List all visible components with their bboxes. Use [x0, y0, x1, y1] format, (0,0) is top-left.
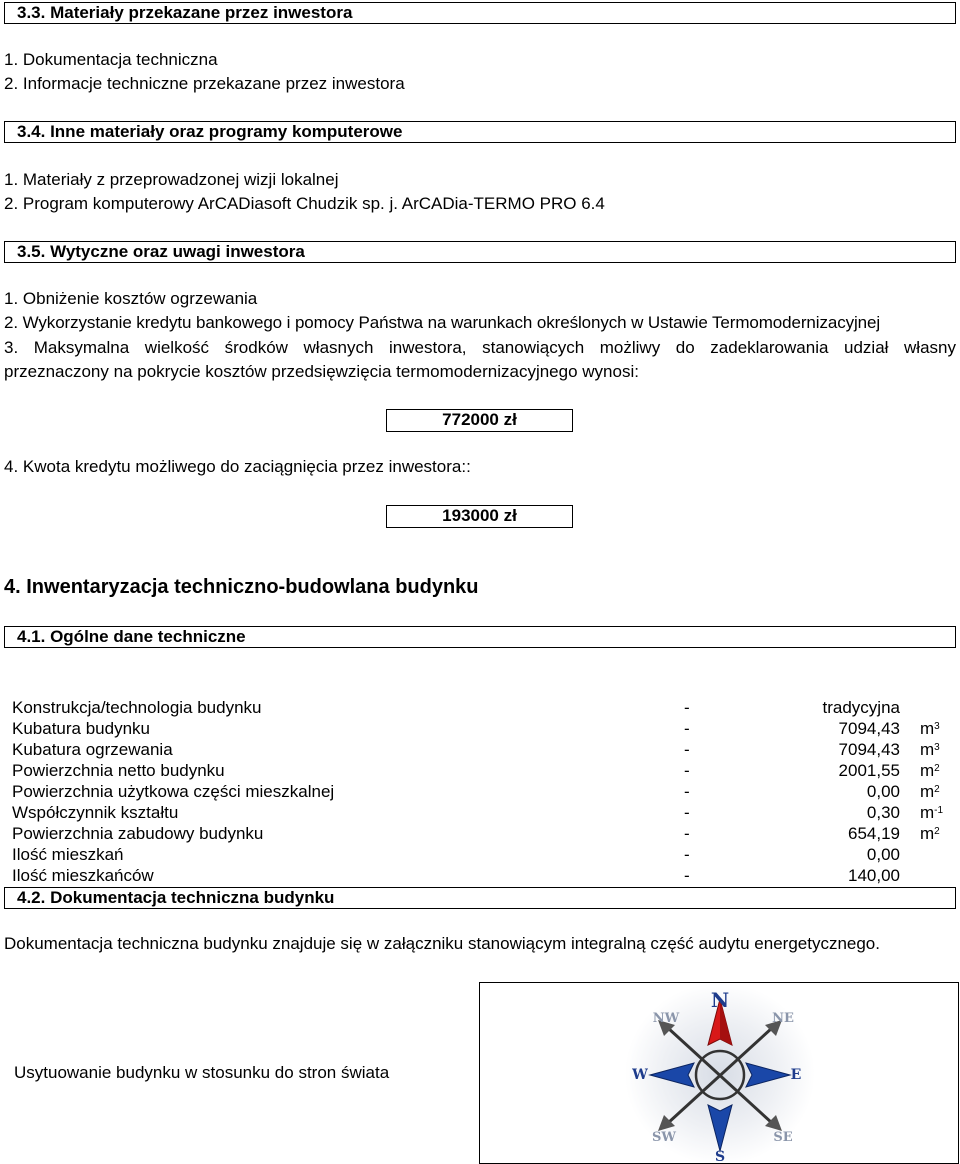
section-4-1-header [4, 626, 956, 648]
row-value: 7094,43 [838, 740, 900, 759]
row-unit: $m^3$ [920, 719, 940, 738]
row-value: 654,19 [848, 824, 900, 843]
list-item: 2. Program komputerowy ArCADiasoft Chudzik sp. j. ArCADia-TERMO PRO 6.4 [4, 194, 605, 213]
technical-data-table [12, 697, 943, 886]
row-value: 0,30 [866, 803, 900, 822]
table-row [12, 697, 943, 718]
compass-label-n: N [710, 988, 730, 1012]
list-item: 2. Wykorzystanie kredytu bankowego i pomocy Państwa na warunkach określonych w Ustawie Termomodernizacyjnej [4, 313, 881, 332]
row-label: Ilość mieszkańców [12, 866, 154, 885]
table-row [12, 823, 943, 844]
row-value: 140,00 [848, 866, 900, 885]
compass-label-w: W [632, 1067, 648, 1083]
table-row [12, 865, 943, 886]
table-row [12, 802, 943, 823]
row-unit [900, 844, 943, 865]
row-value: 0,00 [866, 782, 900, 801]
row-label: Powierzchnia netto budynku [12, 761, 225, 780]
table-row [12, 718, 943, 739]
row-unit: $m^2$ [920, 761, 940, 780]
list-item: 1. Dokumentacja techniczna [4, 50, 218, 69]
row-label: Kubatura budynku [12, 719, 150, 738]
unit-exponent: -1 [934, 805, 944, 816]
unit-exponent: 2 [934, 763, 940, 774]
compass-label-s: S [714, 1149, 726, 1164]
section-3-5-header [4, 241, 956, 263]
row-dash: - [684, 719, 690, 738]
section-title: 3.3. Materiały przekazane przez inwestora [17, 3, 353, 22]
unit-exponent: 3 [934, 742, 940, 753]
section-title: 3.4. Inne materiały oraz programy komputerowe [17, 122, 403, 141]
list-item: 1. Materiały z przeprowadzonej wizji lokalnej [4, 170, 339, 189]
section-title: 3.5. Wytyczne oraz uwagi inwestora [17, 242, 305, 261]
unit-exponent: 3 [934, 721, 940, 732]
row-label: Kubatura ogrzewania [12, 740, 173, 759]
unit-exponent: 2 [934, 826, 940, 837]
row-unit: $m^2$ [920, 782, 940, 801]
row-label: Powierzchnia zabudowy budynku [12, 824, 264, 843]
row-dash: - [684, 782, 690, 801]
row-label: Powierzchnia użytkowa części mieszkalnej [12, 782, 335, 801]
row-unit [900, 865, 943, 886]
table-row [12, 781, 943, 802]
compass-rose-image [479, 982, 959, 1164]
list-item: 2. Informacje techniczne przekazane przez inwestora [4, 74, 405, 93]
list-item-continued: przeznaczony na pokrycie kosztów przedsięwzięcia termomodernizacyjnego wynosi: [4, 362, 639, 381]
row-value: tradycyjna [822, 698, 900, 717]
section-4-2-header [4, 887, 956, 909]
compass-label-sw: SW [652, 1130, 676, 1145]
row-dash: - [684, 824, 690, 843]
compass-rose-icon [480, 983, 959, 1164]
unit-exponent: 2 [934, 784, 940, 795]
row-dash: - [684, 761, 690, 780]
list-item: 1. Obniżenie kosztów ogrzewania [4, 289, 258, 308]
table-row [12, 739, 943, 760]
row-unit: $m^2$ [920, 824, 940, 843]
row-dash: - [684, 698, 690, 717]
table-row [12, 844, 943, 865]
table-row [12, 760, 943, 781]
section-3-3-header [4, 2, 956, 24]
compass-label-e: E [790, 1067, 802, 1083]
list-item: 3. Maksymalna wielkość środków własnych inwestora, stanowiących możliwy do zadeklarowania udział własny [4, 338, 956, 357]
list-item: 4. Kwota kredytu możliwego do zaciągnięcia przez inwestora:: [4, 457, 471, 476]
row-label: Ilość mieszkań [12, 845, 124, 864]
row-dash: - [684, 845, 690, 864]
row-value: 7094,43 [838, 719, 900, 738]
section-4-title: 4. Inwentaryzacja techniczno-budowlana budynku [4, 576, 479, 598]
section-title: 4.1. Ogólne dane techniczne [17, 627, 246, 646]
row-value: 0,00 [866, 845, 900, 864]
row-dash: - [684, 866, 690, 885]
row-label: Konstrukcja/technologia budynku [12, 698, 262, 717]
compass-label-se: SE [773, 1130, 793, 1145]
row-dash: - [684, 803, 690, 822]
documentation-note: Dokumentacja techniczna budynku znajduje się w załączniku stanowiącym integralną część audytu energetycznego. [4, 934, 880, 953]
orientation-label: Usytuowanie budynku w stosunku do stron świata [14, 1063, 390, 1082]
credit-value: 193000 zł [386, 505, 573, 528]
compass-label-ne: NE [772, 1011, 794, 1026]
section-3-4-header [4, 121, 956, 143]
compass-label-nw: NW [652, 1011, 680, 1026]
row-unit: $m^{-1}$ [920, 803, 944, 822]
section-title: 4.2. Dokumentacja techniczna budynku [17, 888, 335, 907]
row-unit [900, 697, 943, 718]
row-dash: - [684, 740, 690, 759]
row-value: 2001,55 [838, 761, 900, 780]
row-unit: $m^3$ [920, 740, 940, 759]
own-funds-value: 772000 zł [386, 409, 573, 432]
row-label: Współczynnik kształtu [12, 803, 179, 822]
